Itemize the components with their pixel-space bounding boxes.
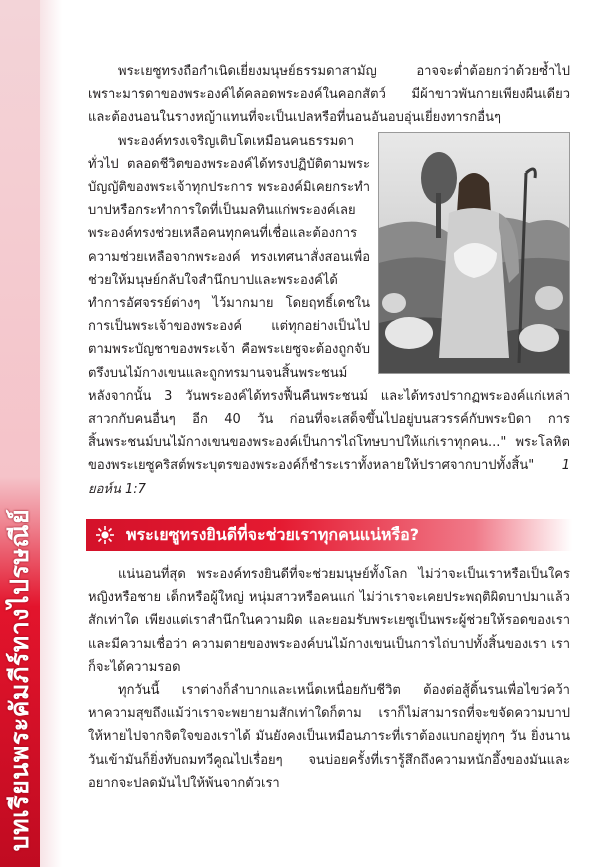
section-text <box>88 563 570 795</box>
paragraph-salvation: แน่นอนที่สุด พระองค์ทรงยินดีที่จะช่วยมนุษย์ทั้งโลก ไม่ว่าจะเป็นเราหรือเป็นใคร หญิงหรือชาย เด็กหรือผู้ใหญ่ หนุ่มสาวหรือคนแก่ ไม่ว่าเราจะเคยประพฤติผิดบาปมาแล้วสักเท่าใด เพียงแต่เราสำนึกในความผิด และยอมรับพระเยซูเป็นพระผู้ช่วยให้รอดของเรา และมีความเชื่อว่า ความตายของพระองค์บนไม้กางเขนเป็นการไถ่บาปทั้งสิ้นของเรา เราก็จะได้ความรอด <box>88 567 570 675</box>
side-band-shade <box>40 0 62 867</box>
sun-burst-icon <box>94 524 116 546</box>
jesus-shepherd-image <box>379 133 569 373</box>
paragraph-burden: ทุกวันนี้ เราต่างก็ลำบากและเหน็ดเหนื่อยกับชีวิต ต้องต่อสู้ดิ้นรนเพื่อไขว่คว้าหาความสุขถึงแม้ว่าเราจะพยายามสักเท่าใดก็ตาม เราก็ไม่สามารถที่จะขจัดความบาปให้หายไปจากจิตใจของเราได้ มันยังคงเป็นเหมือนภาระที่เราต้องแบกอยู่ทุกๆ วัน ยิ่งนานวันเข้ามันก็ยิ่งทับถมทวีคูณไปเรื่อยๆ จนบ่อยครั้งที่เรารู้สึกถึงความหนักอึ้งของมันและอยากจะปลดมันไปให้พ้นจากตัวเรา <box>88 683 570 791</box>
paragraph-life-text: พระองค์ทรงเจริญเติบโตเหมือนคนธรรมดาทั่วไป ตลอดชีวิตของพระองค์ได้ทรงปฏิบัติตามพระบัญญัติของพระเจ้าทุกประการ พระองค์มิเคยกระทำบาปหรือกระทำการใดที่เป็นมลทินแก่พระองค์เลย พระองค์ทรงช่วยเหลือคนทุกคนที่เชื่อและต้องการความช่วยเหลือจากพระองค์ ทรงเทศนาสั่งสอนเพื่อช่วยให้มนุษย์กลับใจสำนึกบาปและพระองค์ได้ทำการอัศจรรย์ต่างๆ ไว้มากมาย โดยฤทธิ์เดชในการเป็นพระเจ้าของพระองค์ แต่ทุกอย่างเป็นไปตามพระบัญชาของพระเจ้า คือพระเยซูจะต้องถูกจับตรึงบนไม้กางเขนและถูกทรมานจนสิ้นพระชนม์ หลังจากนั้น 3 วันพระองค์ได้ทรงฟื้นคืนพระชนม์ และได้ทรงปรากฏพระองค์แก่เหล่าสาวกกับคนอื่นๆ อีก 40 วัน ก่อนที่จะเสด็จขึ้นไปอยู่บนสวรรค์กับพระบิดา การสิ้นพระชนม์บนไม้กางเขนของพระองค์เป็นการไถ่โทษบาปให้แก่เราทุกคน..." พระโลหิตของพระเยซูคริสต์พระบุตรของพระองค์ก็ชำระเราทั้งหลายให้ปราศจากบาปทั้งสิ้น" <box>88 133 570 474</box>
section-heading: พระเยซูทรงยินดีที่จะช่วยเราทุกคนแน่หรือ? <box>126 524 420 544</box>
intro-text <box>88 60 570 501</box>
section-heading-bar <box>86 519 572 551</box>
paragraph-birth: พระเยซูทรงถือกำเนิดเยี่ยงมนุษย์ธรรมดาสามัญ อาจจะต่ำต้อยกว่าด้วยซ้ำไป เพราะมารดาของพระองค์ได้คลอดพระองค์ในคอกสัตว์ มีผ้าขาวพันกายเพียงผืนเดียว และต้องนอนในรางหญ้าแทนที่จะเป็นเปลหรือที่นอนอันอบอุ่นเยี่ยงทารกอื่นๆ <box>88 64 570 126</box>
side-title <box>2 500 38 860</box>
series-title: บทเรียนพระคัมภีร์ทางไปรษณีย์ <box>5 508 35 852</box>
shepherd-illustration <box>378 132 570 374</box>
scripture-reference: 1 ยอห์น 1:7 <box>88 458 570 497</box>
